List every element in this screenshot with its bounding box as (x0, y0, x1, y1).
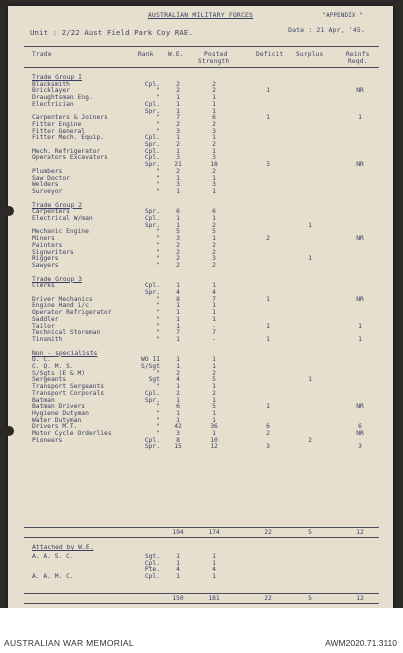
cell-trade: Driver Mechanics (32, 295, 93, 303)
cell-trade: Riggers (32, 255, 59, 263)
cell-trade: Signwriters (32, 248, 74, 256)
cell-rank: Spr. (144, 221, 160, 229)
cell-posted: 1 (212, 147, 216, 155)
cell-posted: 1 (212, 363, 216, 370)
cell-rank: Cpl. (144, 147, 160, 155)
col-rank: Rank (138, 51, 154, 58)
cell-posted: 2 (212, 120, 216, 128)
cell-trade: Painters (32, 241, 63, 249)
table-row (8, 262, 393, 269)
cell-posted: 7 (212, 295, 216, 303)
cell-rank: " (156, 114, 160, 122)
unit-label: Unit : 2/22 Aust Field Park Coy RAE. (30, 28, 193, 37)
cell-rank: " (156, 261, 160, 269)
cell-rank: " (156, 369, 160, 377)
cell-trade: Saw Doctor (32, 174, 70, 182)
table-row (8, 188, 393, 195)
cell-we: 1 (176, 94, 180, 102)
cell-reinfs: 1 (358, 322, 362, 330)
cell-posted: 6 (212, 114, 216, 122)
cell-posted: - (212, 335, 216, 343)
cell-trade: Miners (32, 235, 55, 243)
cell-trade: Saddler (32, 315, 59, 323)
cell-we: 4 (176, 376, 180, 384)
cell-trade: Drivers M.T. (32, 423, 78, 431)
cell-we: 1 (176, 322, 180, 330)
cell-rank: Cpl. (144, 559, 160, 567)
grand-total-deficit: 22 (264, 595, 272, 602)
col-deficit: Deficit (256, 51, 284, 58)
cell-rank: " (156, 403, 160, 411)
cell-rank: " (156, 302, 160, 310)
table-row (8, 573, 393, 580)
cell-deficit: 1 (266, 403, 270, 411)
cell-rank: " (156, 120, 160, 128)
cell-rank: " (156, 423, 160, 431)
cell-rank: " (156, 235, 160, 243)
cell-trade: Plumbers (32, 167, 63, 175)
cell-we: 2 (176, 241, 180, 249)
cell-deficit: 3 (266, 161, 270, 169)
cell-trade: Hygiene Dutyman (32, 409, 89, 417)
cell-rank: Cpl. (144, 154, 160, 162)
cell-trade: Technical Storeman (32, 329, 101, 337)
cell-rank: " (156, 329, 160, 337)
cell-we: 3 (176, 181, 180, 189)
grand-totals-row (8, 595, 393, 602)
cell-rank: Spr. (144, 107, 160, 115)
cell-rank: " (156, 94, 160, 102)
cell-posted: 2 (212, 221, 216, 229)
cell-deficit: 1 (266, 295, 270, 303)
cell-rank: " (156, 167, 160, 175)
cell-we: 3 (176, 154, 180, 162)
grand-total-surplus: 5 (308, 595, 312, 602)
cell-rank: " (156, 228, 160, 236)
cell-trade: Surveyor (32, 187, 63, 195)
cell-posted: 1 (212, 356, 216, 364)
cell-trade: Transport Sergeants (32, 383, 105, 391)
cell-rank: Cpl. (144, 134, 160, 142)
cell-we: 3 (176, 430, 180, 437)
cell-reinfs: NR (356, 295, 364, 303)
total-deficit: 22 (264, 529, 272, 536)
cell-reinfs: NR (356, 403, 364, 411)
cell-posted: 1 (212, 416, 216, 424)
cell-posted: - (212, 322, 216, 330)
cell-posted: 36 (210, 423, 218, 431)
cell-we: 1 (176, 100, 180, 108)
cell-we: 6 (176, 208, 180, 216)
cell-trade: Fitter Mech. Equip. (32, 134, 105, 142)
appendix-label: "APPENDIX " (322, 13, 363, 19)
cell-posted: 1 (212, 134, 216, 142)
cell-posted: 4 (212, 566, 216, 574)
cell-trade: Electrical W/man (32, 215, 93, 222)
cell-deficit: 1 (266, 322, 270, 330)
cell-posted: 3 (212, 181, 216, 189)
cell-we: 1 (176, 383, 180, 391)
cell-posted: 3 (212, 154, 216, 162)
cell-we: 2 (176, 120, 180, 128)
cell-rank: " (156, 127, 160, 135)
cell-we: 1 (176, 416, 180, 424)
cell-trade: Carpenters (32, 208, 70, 216)
cell-rank: Spr. (144, 289, 160, 296)
cell-posted: 2 (212, 141, 216, 148)
cell-rank: Sgt (148, 376, 160, 384)
cell-deficit: 3 (266, 443, 270, 451)
cell-posted: 1 (212, 94, 216, 102)
total-reinfs: 12 (356, 529, 364, 536)
cell-rank: " (156, 430, 160, 437)
cell-we: 2 (176, 389, 180, 397)
cell-trade: Batman (32, 396, 55, 404)
cell-we: 1 (176, 187, 180, 195)
col-posted: Posted (204, 51, 228, 58)
cell-posted: 1 (212, 409, 216, 417)
cell-we: 8 (176, 436, 180, 444)
cell-posted: 1 (212, 396, 216, 404)
col-surplus: Surplus (296, 51, 324, 58)
grand-totals-rule (24, 593, 379, 594)
header-rule-top (24, 46, 379, 47)
cell-we: 1 (176, 356, 180, 364)
cell-we: 4 (176, 289, 180, 296)
cell-rank: Cpl. (144, 436, 160, 444)
cell-posted: 2 (212, 248, 216, 256)
cell-posted: 2 (212, 167, 216, 175)
cell-trade: Mech. Refrigerator (32, 147, 101, 155)
col-trade: Trade (32, 51, 52, 58)
cell-rank: Pte. (144, 566, 160, 574)
cell-we: 1 (176, 134, 180, 142)
cell-posted: 1 (212, 430, 216, 437)
cell-rank: Cpl. (144, 215, 160, 222)
cell-reinfs: NR (356, 430, 364, 437)
cell-trade: Fitter Engine (32, 120, 82, 128)
cell-we: 1 (176, 174, 180, 182)
cell-we: 1 (176, 335, 180, 343)
cell-trade: Water Dutyman (32, 416, 82, 424)
cell-trade: Operators Excavators (32, 154, 108, 162)
date-label: Date : 21 Apr, '45. (288, 26, 365, 34)
cell-we: 2 (176, 80, 180, 88)
cell-rank: " (156, 309, 160, 317)
cell-posted: 2 (212, 261, 216, 269)
cell-we: 7 (176, 329, 180, 337)
cell-we: 1 (176, 396, 180, 404)
cell-posted: 2 (212, 80, 216, 88)
cell-we: 1 (176, 221, 180, 229)
cell-posted: 5 (212, 376, 216, 384)
cell-trade: Carpenters & Joiners (32, 114, 108, 122)
cell-posted: 12 (210, 443, 218, 451)
cell-posted: 3 (212, 255, 216, 263)
grand-total-posted: 181 (208, 595, 220, 602)
cell-rank: " (156, 181, 160, 189)
cell-trade: A. A. M. C. (32, 573, 74, 581)
cell-posted: 1 (212, 107, 216, 115)
cell-trade: Fitter General (32, 127, 86, 135)
cell-reinfs: NR (356, 235, 364, 243)
cell-surplus: 2 (308, 436, 312, 444)
cell-rank: " (156, 315, 160, 323)
cell-we: 7 (176, 114, 180, 122)
cell-posted: 1 (212, 315, 216, 323)
table-row (8, 336, 393, 343)
trade-group-heading: Non - specialists (32, 348, 98, 357)
grand-totals-rule-2 (24, 603, 379, 604)
cell-rank: " (156, 248, 160, 256)
cell-reinfs: 1 (358, 335, 362, 343)
cell-posted: 1 (212, 573, 216, 581)
archive-footer (0, 608, 403, 653)
cell-trade: Draughtsman Eng. (32, 94, 93, 102)
cell-rank: " (156, 241, 160, 249)
cell-deficit: 2 (266, 235, 270, 243)
cell-posted: 18 (210, 161, 218, 169)
trade-group-heading: Trade Group 3 (32, 274, 83, 283)
cell-trade: Motor Cycle Orderlies (32, 430, 112, 437)
cell-trade: Mechanic Engine (32, 228, 89, 236)
cell-we: 1 (176, 282, 180, 290)
cell-posted: 2 (212, 389, 216, 397)
cell-we: 8 (176, 295, 180, 303)
cell-we: 1 (176, 302, 180, 310)
cell-rank: " (156, 409, 160, 417)
cell-reinfs: 6 (358, 423, 362, 431)
cell-posted: 10 (210, 436, 218, 444)
cell-posted: 1 (212, 187, 216, 195)
cell-posted: 1 (212, 383, 216, 391)
cell-posted: 1 (212, 215, 216, 222)
cell-rank: Spr. (144, 396, 160, 404)
cell-rank: " (156, 174, 160, 182)
cell-rank: " (156, 87, 160, 95)
cell-we: 15 (174, 443, 182, 451)
totals-rule-2 (24, 537, 379, 538)
cell-rank: Sgt. (144, 553, 160, 560)
cell-rank: Cpl. (144, 80, 160, 88)
grand-total-reinfs: 12 (356, 595, 364, 602)
cell-trade: C. Q. M. S. (32, 363, 74, 370)
cell-posted: 5 (212, 403, 216, 411)
cell-trade: O. C. (32, 356, 51, 364)
cell-we: 1 (176, 309, 180, 317)
cell-rank: " (156, 322, 160, 330)
cell-reinfs: NR (356, 87, 364, 95)
cell-we: 4 (176, 566, 180, 574)
document-title: AUSTRALIAN MILITARY FORCES (147, 11, 254, 19)
cell-trade: Engine Hand i/c (32, 302, 89, 310)
cell-deficit: 1 (266, 335, 270, 343)
cell-we: 3 (176, 235, 180, 243)
cell-rank: " (156, 187, 160, 195)
cell-trade: Electrician (32, 100, 74, 108)
cell-posted: 2 (212, 241, 216, 249)
cell-trade: Operator Refrigerator (32, 309, 112, 317)
cell-we: 2 (176, 261, 180, 269)
cell-we: 2 (176, 167, 180, 175)
cell-surplus: 1 (308, 376, 312, 384)
cell-deficit: 2 (266, 430, 270, 437)
trade-group-heading: Trade Group 2 (32, 200, 83, 209)
cell-we: 1 (176, 573, 180, 581)
cell-rank: Spr. (144, 443, 160, 451)
cell-reinfs: 3 (358, 443, 362, 451)
totals-row (8, 529, 393, 536)
cell-posted: 5 (212, 228, 216, 236)
cell-posted: 2 (212, 87, 216, 95)
cell-posted: 7 (212, 329, 216, 337)
cell-rank: Spr. (144, 141, 160, 148)
cell-we: 2 (176, 369, 180, 377)
cell-rank: Cpl. (144, 573, 160, 581)
total-we: 194 (172, 529, 184, 536)
cell-we: 21 (174, 161, 182, 169)
cell-we: 1 (176, 363, 180, 370)
document-sheet (8, 6, 393, 608)
cell-rank: " (156, 416, 160, 424)
cell-trade: Tailor (32, 322, 55, 330)
archive-name: AUSTRALIAN WAR MEMORIAL (4, 638, 134, 648)
cell-we: 1 (176, 147, 180, 155)
cell-we: 2 (176, 141, 180, 148)
cell-we: 1 (176, 107, 180, 115)
cell-we: 2 (176, 87, 180, 95)
cell-rank: Spr. (144, 161, 160, 169)
cell-rank: " (156, 295, 160, 303)
cell-we: 1 (176, 553, 180, 560)
cell-trade: Blacksmith (32, 80, 70, 88)
cell-trade: Sawyers (32, 261, 59, 269)
cell-rank: WO II (141, 356, 160, 364)
cell-trade: Welders (32, 181, 59, 189)
cell-deficit: 6 (266, 423, 270, 431)
cell-reinfs: 1 (358, 114, 362, 122)
cell-posted: 1 (212, 282, 216, 290)
cell-we: 1 (176, 409, 180, 417)
cell-posted: 3 (212, 127, 216, 135)
cell-posted: 1 (212, 302, 216, 310)
cell-trade: A. A. S. C. (32, 553, 74, 560)
cell-trade: Sergeants (32, 376, 67, 384)
cell-trade: Batman Drivers (32, 403, 86, 411)
cell-posted: 1 (212, 174, 216, 182)
cell-we: 2 (176, 248, 180, 256)
cell-posted: 6 (212, 208, 216, 216)
cell-posted: 1 (212, 553, 216, 560)
col-reinfs: Reinfs (346, 51, 370, 58)
grand-total-we: 150 (172, 595, 184, 602)
cell-we: 6 (176, 403, 180, 411)
table-row (8, 443, 393, 450)
cell-rank: " (156, 383, 160, 391)
archive-reference: AWM2020.71.3110 (325, 638, 397, 648)
cell-posted: 4 (212, 289, 216, 296)
cell-trade: Transport Corporals (32, 389, 105, 397)
cell-posted: 2 (212, 369, 216, 377)
cell-posted: 1 (212, 559, 216, 567)
cell-rank: S/Sgt (141, 363, 160, 370)
attached-heading: Attached by W.E. (32, 543, 94, 551)
col-reinfs-2: Reqd. (348, 58, 368, 65)
cell-we: 1 (176, 315, 180, 323)
cell-we: 42 (174, 423, 182, 431)
cell-trade: Tinsmith (32, 335, 63, 343)
cell-we: 5 (176, 228, 180, 236)
total-surplus: 5 (308, 529, 312, 536)
col-posted-2: Strength (198, 58, 230, 65)
cell-trade: Clerks (32, 282, 55, 290)
cell-we: 3 (176, 127, 180, 135)
total-posted: 174 (208, 529, 220, 536)
cell-surplus: 1 (308, 221, 312, 229)
cell-we: 2 (176, 255, 180, 263)
cell-trade: S/Sgts (E & M) (32, 369, 86, 377)
cell-deficit: 1 (266, 87, 270, 95)
cell-rank: Spr. (144, 208, 160, 216)
col-we: W.E. (168, 51, 184, 58)
cell-rank: Cpl. (144, 282, 160, 290)
cell-deficit: 1 (266, 114, 270, 122)
trade-group-heading: Trade Group I (32, 73, 83, 81)
cell-posted: 1 (212, 235, 216, 243)
cell-trade: Pioneers (32, 436, 63, 444)
cell-rank: " (156, 335, 160, 343)
cell-posted: 1 (212, 309, 216, 317)
cell-reinfs: NR (356, 161, 364, 169)
cell-posted: 1 (212, 100, 216, 108)
cell-we: 1 (176, 215, 180, 222)
cell-we: 1 (176, 559, 180, 567)
header-rule-bottom (24, 67, 379, 68)
cell-rank: Cpl. (144, 389, 160, 397)
totals-rule (24, 527, 379, 528)
cell-rank: " (156, 255, 160, 263)
cell-trade: Bricklayer (32, 87, 70, 95)
cell-rank: Cpl. (144, 100, 160, 108)
cell-surplus: 1 (308, 255, 312, 263)
